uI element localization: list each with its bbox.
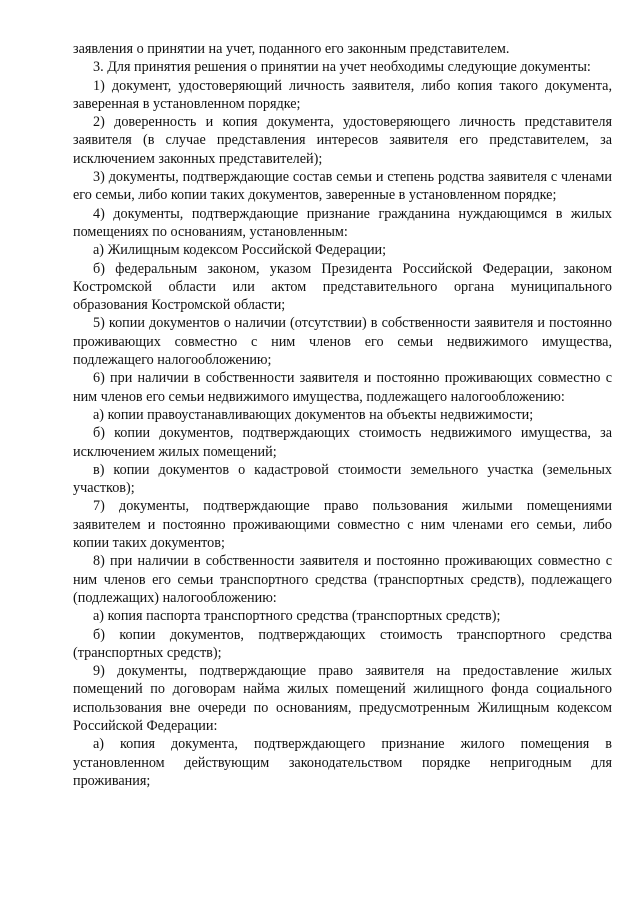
paragraph-item-4a: а) Жилищным кодексом Российской Федерации; <box>93 242 387 259</box>
paragraph-item-6b: б) копии документов, подтверждающих стоимость недвижимого имущества, за исключением жилых помещений; <box>73 425 612 460</box>
paragraph-continuation: заявления о принятии на учет, поданного его законным представителем. <box>73 41 510 57</box>
paragraph-item-6a: а) копии правоустанавливающих документов на объекты недвижимости; <box>93 406 534 423</box>
paragraph-item-6v: в) копии документов о кадастровой стоимости земельного участка (земельных участков); <box>73 461 612 497</box>
paragraph-item-7: 7) документы, подтверждающие право пользования жилыми помещениями заявителем и постоянно проживающими совместно с ним членами его семьи, либо копии таких документов; <box>73 498 612 552</box>
paragraph-item-3-family: 3) документы, подтверждающие состав семьи и степень родства заявителя с членами его семьи, либо копии таких документов, заверенные в установленном порядке; <box>73 169 612 204</box>
paragraph-item-8b: б) копии документов, подтверждающих стоимость транспортного средства (транспортных средств); <box>73 626 612 661</box>
paragraph-item-8a: а) копия паспорта транспортного средства (транспортных средств); <box>93 608 501 625</box>
paragraph-item-5: 5) копии документов о наличии (отсутствии) в собственности заявителя и постоянно проживающих совместно с ним членов его семьи недвижимого имущества, подлежащего налогообложению; <box>73 315 612 369</box>
paragraph-item-2: 2) доверенность и копия документа, удостоверяющего личность представителя заявителя (в случае представления интересов заявителя его представителем, за исключением законных представителей); <box>73 114 612 167</box>
paragraph-item-6: 6) при наличии в собственности заявителя и постоянно проживающих совместно с ним членов его семьи недвижимого имущества, подлежащего налогообложению: <box>73 370 612 405</box>
paragraph-item-4: 4) документы, подтверждающие признание гражданина нуждающимся в жилых помещениях по основаниям, установленным: <box>73 205 612 240</box>
paragraph-item-3: 3. Для принятия решения о принятии на учет необходимы следующие документы: <box>93 59 591 76</box>
paragraph-item-9a: а) копия документа, подтверждающего признание жилого помещения в установленном действующим законодательством порядке непригодным для проживания; <box>73 736 612 789</box>
paragraph-item-9: 9) документы, подтверждающие право заявителя на предоставление жилых помещений по договорам найма жилых помещений жилищного фонда социального использования вне очереди по основаниям, предусмотренным Жилищным кодексом Российской Федерации: <box>73 663 612 734</box>
paragraph-item-1: 1) документ, удостоверяющий личность заявителя, либо копия такого документа, заверенная в установленном порядке; <box>73 77 612 112</box>
paragraph-item-4b: б) федеральным законом, указом Президента Российской Федерации, законом Костромской области или актом представительного органа муниципального образования Костромской области; <box>73 260 612 314</box>
paragraph-item-8: 8) при наличии в собственности заявителя и постоянно проживающих совместно с ним членов его семьи транспортного средства (транспортных средств), подлежащего (подлежащих) налогообложению: <box>73 553 612 606</box>
